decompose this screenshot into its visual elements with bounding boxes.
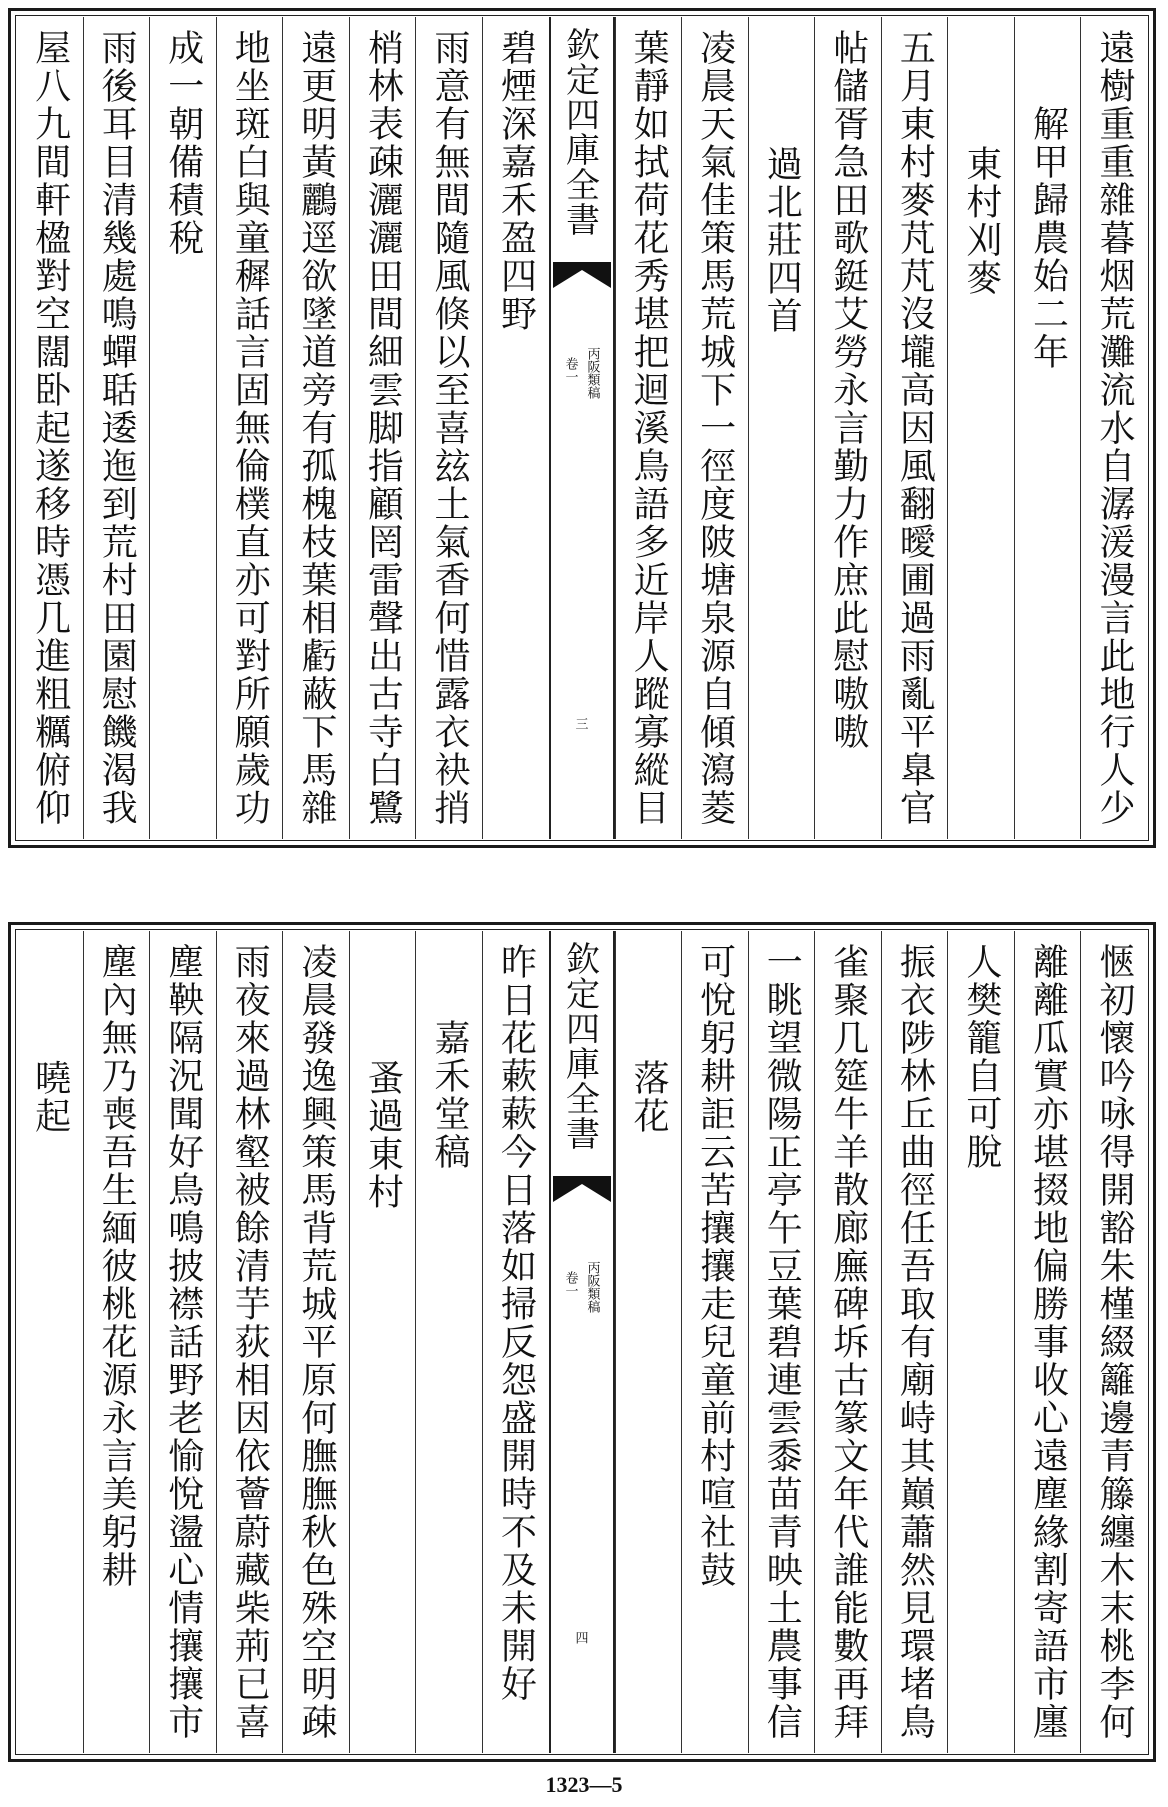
collection-title: 欽定四庫全書 [559,941,600,1151]
text-column: 可悅躬耕詎云苦攘攘走兒童前村喧社鼓 [681,931,748,1753]
upper-page [8,8,1156,848]
volume-label: 卷一 [562,1271,578,1297]
fishtail-mark-icon [553,1176,611,1202]
text-column: 雨夜來過林壑被餘清芋荻相因依薈蔚藏柴荊已喜 [216,931,283,1753]
text-column: 解甲歸農始二年 [1014,17,1081,839]
text-column: 振衣陟林丘曲徑任吾取有廟峙其巔蕭然見環堵鳥 [881,931,948,1753]
text-column: 人樊籠自可脫 [947,931,1014,1753]
lower-page [8,922,1156,1762]
text-column: 梢林表疎灑灑田間細雲脚指顧罔雷聲出古寺白鷺 [349,17,416,839]
poem-title: 蚤過東村 [349,931,416,1753]
text-column: 五月東村麥芃芃沒壠高因風翻曖圃過雨亂平臯官 [881,17,948,839]
text-column: 凌晨發逸興策馬背荒城平原何膴膴秋色殊空明疎 [282,931,349,1753]
text-column: 遠更明黃鸝逕欲墜道旁有孤槐枝葉相虧蔽下馬雜 [282,17,349,839]
center-fold [549,931,615,1753]
page-footer-number: 1323—5 [545,1772,623,1797]
fishtail-mark-icon [553,262,611,288]
book-name: 丙阪類稿 [584,347,600,399]
text-column: 雨意有無間隨風倏以至喜玆土氣香何惜露衣袂捎 [415,17,482,839]
lower-page-columns [17,931,1147,1753]
text-column: 葉靜如拭荷花秀堪把迴溪鳥語多近岸人蹤寡縱目 [615,17,682,839]
text-column: 塵鞅隔況聞好鳥鳴披襟話野老愉悅盪心情攘攘市 [149,931,216,1753]
text-column: 離離瓜實亦堪掇地偏勝事收心遠塵緣割寄語市廛 [1014,931,1081,1753]
text-column: 昨日花蔌蔌今日落如掃反怨盛開時不及未開好 [482,931,549,1753]
text-column: 成一朝備積稅 [149,17,216,839]
poem-title: 東村刈麥 [947,17,1014,839]
poem-title: 曉起 [29,1059,71,1135]
poem-title: 過北莊四首 [748,17,815,839]
volume-label: 卷一 [562,357,578,383]
collection-title: 欽定四庫全書 [559,27,600,237]
poem-title: 落花 [615,931,682,1753]
text-column: 屋八九間軒楹對空闊卧起遂移時憑几進粗糲俯仰 [29,29,71,827]
book-name: 丙阪類稿 [584,1261,600,1313]
upper-page-columns [17,17,1147,839]
text-column: 塵內無乃喪吾生緬彼桃花源永言美躬耕 [83,931,150,1753]
text-column: 雀聚几筵牛羊散廊廡碑坼古篆文年代誰能數再拜 [814,931,881,1753]
text-column: 地坐斑白與童穉話言固無倫樸直亦可對所願歲功 [216,17,283,839]
text-column: 帖儲胥急田歌鋌艾勞永言勤力作庶此慰嗷嗷 [814,17,881,839]
leaf-number: 四 [572,1631,588,1644]
text-column: 愜初懷吟咏得開豁朱槿綴籬邊青籐纏木末桃李何 [1080,931,1147,1753]
text-column: 一眺望微陽正亭午豆葉碧連雲黍苗青映土農事信 [748,931,815,1753]
text-column: 凌晨天氣佳策馬荒城下一徑度陂塘泉源自傾瀉菱 [681,17,748,839]
center-fold [549,17,615,839]
collection-heading: 嘉禾堂稿 [415,931,482,1753]
text-column: 遠樹重重雜暮烟荒灘流水自潺湲漫言此地行人少 [1080,17,1147,839]
text-column: 雨後耳目清幾處鳴蟬聒逶迤到荒村田園慰饑渴我 [83,17,150,839]
leaf-number: 三 [572,717,588,730]
text-column: 碧煙深嘉禾盈四野 [482,17,549,839]
